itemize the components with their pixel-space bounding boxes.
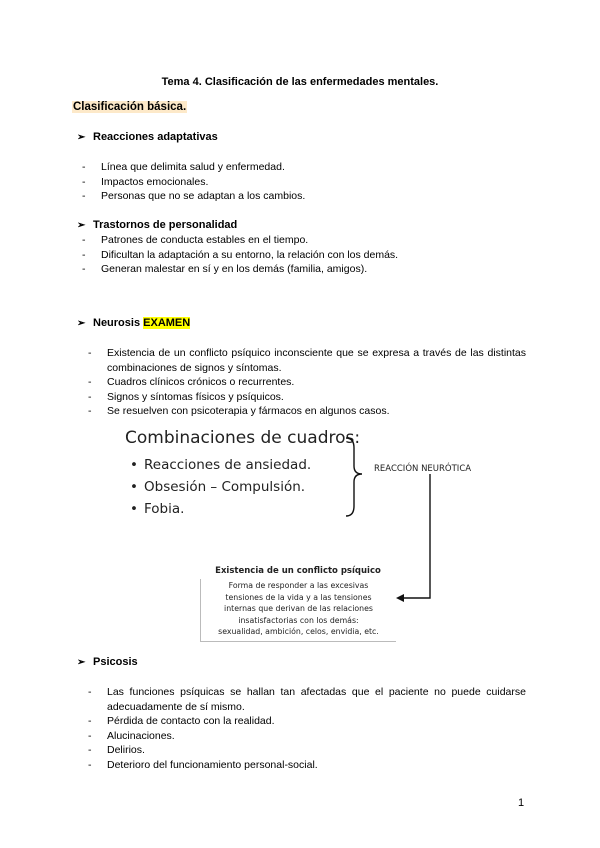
reaccion-neurotica-label: REACCIÓN NEURÓTICA <box>374 464 472 474</box>
list-item: - Alucinaciones. <box>88 729 526 744</box>
section-heading: Clasificación básica. <box>73 101 187 113</box>
list-item: - Delirios. <box>88 743 526 758</box>
list-item: - Se resuelven con psicoterapia y fármacos en algunos casos. <box>88 404 526 419</box>
curly-brace-icon <box>346 438 362 516</box>
list-item: - Deterioro del funcionamiento personal-social. <box>88 758 526 773</box>
conflict-box-title: Existencia de un conflicto psíquico <box>215 566 381 576</box>
list-item: - Las funciones psíquicas se hallan tan afectadas que el paciente no puede cuidarse adecuadamente de sí mismo. <box>88 685 526 714</box>
diagram-title: Combinaciones de cuadros: <box>125 428 361 448</box>
psicosis-list <box>88 685 526 772</box>
arrowhead-icon <box>396 594 404 602</box>
list-item: - Línea que delimita salud y enfermedad. <box>82 160 522 175</box>
list-item: - Dificultan la adaptación a su entorno, la relación con los demás. <box>82 248 522 263</box>
arrowhead-bullet-icon: ➢ <box>77 657 86 668</box>
list-item: - Personas que no se adaptan a los cambios. <box>82 189 522 204</box>
connector-line <box>402 474 430 598</box>
list-item: - Existencia de un conflicto psíquico inconsciente que se expresa a través de las distintas combinaciones de signos y síntomas. <box>88 346 526 375</box>
exam-tag: EXAMEN <box>143 317 191 329</box>
neurosis-list <box>88 346 526 419</box>
list-item: - Cuadros clínicos crónicos o recurrentes. <box>88 375 526 390</box>
diagram-item: • Fobia. <box>130 501 185 517</box>
list-item: - Generan malestar en sí y en los demás (familia, amigos). <box>82 262 522 277</box>
heading-psicosis <box>77 656 138 668</box>
list-item: - Impactos emocionales. <box>82 175 522 190</box>
conflict-box-line: internas que derivan de las relaciones <box>224 604 373 613</box>
conflict-box-line: tensiones de la vida y a las tensiones <box>225 592 372 602</box>
conflict-box-line: Forma de responder a las excesivas <box>228 581 369 590</box>
document-title: Tema 4. Clasificación de las enfermedades mentales. <box>161 76 439 88</box>
diagram-item: • Obsesión – Compulsión. <box>130 479 306 495</box>
page-number: 1 <box>518 797 525 809</box>
list-item: - Pérdida de contacto con la realidad. <box>88 714 526 729</box>
heading-trastornos-label: Trastornos de personalidad <box>93 219 238 231</box>
list-item: - Patrones de conducta estables en el tiempo. <box>82 233 522 248</box>
conflict-box-body <box>200 579 396 642</box>
list-item: - Signos y síntomas físicos y psíquicos. <box>88 390 526 405</box>
neurosis-diagram <box>118 428 510 650</box>
conflict-box-line: sexualidad, ambición, celos, envidia, etc. <box>218 627 379 636</box>
arrowhead-bullet-icon: ➢ <box>77 220 86 231</box>
heading-reacciones <box>77 131 218 143</box>
arrowhead-bullet-icon: ➢ <box>77 318 86 329</box>
conflict-box-line: insatisfactorias con los demás: <box>238 615 359 625</box>
reacciones-list <box>82 160 522 204</box>
conflict-box <box>200 566 396 642</box>
heading-psicosis-label: Psicosis <box>93 656 138 668</box>
heading-reacciones-label: Reacciones adaptativas <box>93 131 218 143</box>
arrowhead-bullet-icon: ➢ <box>77 132 86 143</box>
heading-neurosis-label: Neurosis <box>93 317 141 329</box>
diagram-item: • Reacciones de ansiedad. <box>130 457 312 473</box>
trastornos-list <box>82 233 522 277</box>
heading-trastornos <box>77 219 237 231</box>
heading-neurosis <box>77 317 190 329</box>
